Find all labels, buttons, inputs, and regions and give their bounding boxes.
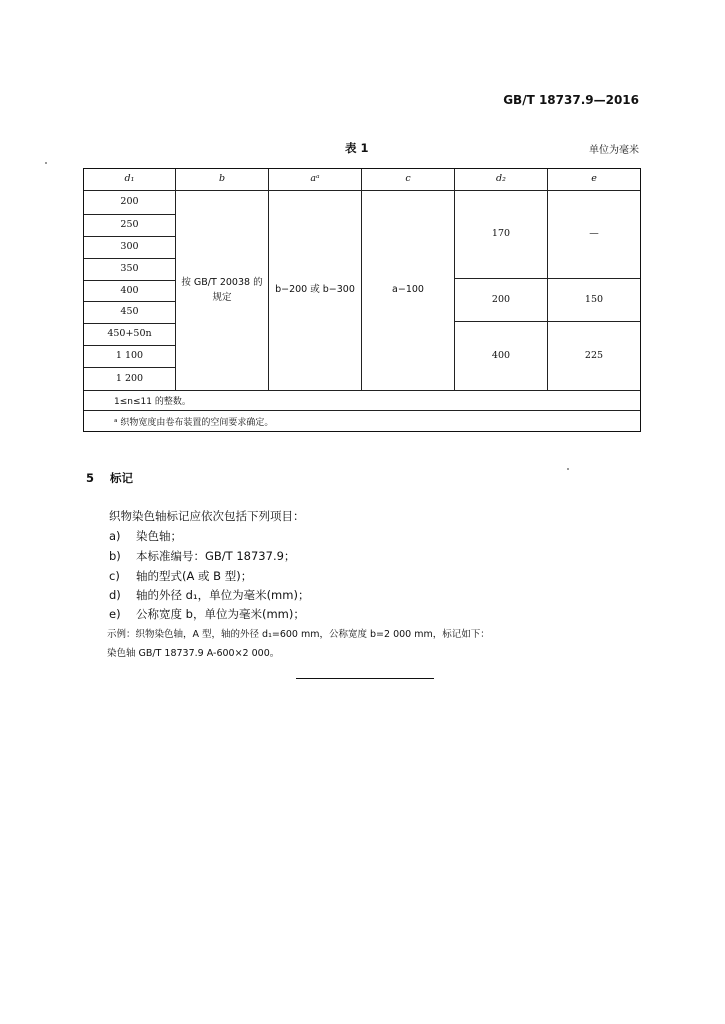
standard-number: GB/T 18737.9—2016 (503, 93, 639, 107)
list-item (109, 548, 295, 564)
item-label: d) (109, 588, 121, 602)
d1-cell: 400 (120, 284, 139, 296)
section-intro: 织物染色轴标记应依次包括下列项目： (109, 509, 305, 523)
header-d2: d₂ (496, 173, 506, 185)
list-item (109, 587, 309, 603)
table-title: 表 1 (345, 141, 369, 155)
item-text: 轴的型式(A 或 B 型)； (136, 569, 253, 583)
d1-cell: 250 (120, 219, 139, 231)
table-unit: 单位为毫米 (589, 145, 639, 156)
d1-cell: 450+50n (107, 328, 152, 340)
footnote-n: 1≤n≤11 的整数。 (114, 397, 191, 407)
e-cell: 150 (584, 293, 604, 305)
header-a: aᵃ (310, 173, 320, 185)
d1-cell: 350 (120, 263, 139, 275)
end-rule (296, 678, 434, 679)
item-label: a) (109, 529, 121, 543)
header-d1: d₁ (124, 173, 135, 185)
data-table (83, 168, 641, 432)
header-e: e (591, 173, 597, 185)
d1-cell: 1 100 (115, 350, 144, 362)
list-item (109, 606, 305, 622)
item-text: 染色轴； (136, 529, 182, 543)
item-text: 公称宽度 b，单位为毫米(mm)； (136, 607, 305, 621)
b-text-line1: 按 GB/T 20038 的 (181, 277, 263, 289)
d2-cell: 200 (491, 293, 511, 305)
item-text: 本标准编号：GB/T 18737.9； (136, 549, 296, 563)
d1-cell: 300 (120, 241, 139, 253)
item-text: 轴的外径 d₁，单位为毫米(mm)； (136, 588, 310, 602)
section-heading (86, 470, 133, 486)
item-label: e) (109, 607, 121, 621)
d1-cell: 200 (120, 196, 139, 208)
header-c: c (405, 173, 411, 185)
e-cell: 225 (584, 349, 604, 361)
d1-cell: 1 200 (115, 372, 144, 384)
item-label: c) (109, 569, 120, 583)
d1-cell: 450 (120, 306, 139, 318)
scan-speck (45, 162, 47, 164)
b-text-line2: 规定 (212, 291, 232, 303)
b-merged-cell (176, 191, 268, 390)
a-merged-cell: b−200 或 b−300 (275, 284, 355, 296)
scan-speck (567, 468, 569, 470)
e-cell: — (589, 228, 599, 240)
footnote-a: ᵃ 织物宽度由卷布装置的空间要求确定。 (114, 418, 274, 428)
list-item (109, 528, 182, 544)
d2-cell: 170 (491, 228, 511, 240)
item-label: b) (109, 549, 121, 563)
section-title: 标记 (110, 471, 134, 485)
section-number: 5 (86, 471, 95, 485)
d2-cell: 400 (491, 349, 511, 361)
c-merged-cell: a−100 (392, 284, 424, 296)
example-note: 示例：织物染色轴，A 型，轴的外径 d₁=600 mm，公称宽度 b=2 000 mm，标记如下： (107, 629, 490, 640)
list-item (109, 568, 252, 584)
header-b: b (218, 173, 226, 185)
example-mark: 染色轴 GB/T 18737.9 A-600×2 000。 (107, 648, 280, 659)
